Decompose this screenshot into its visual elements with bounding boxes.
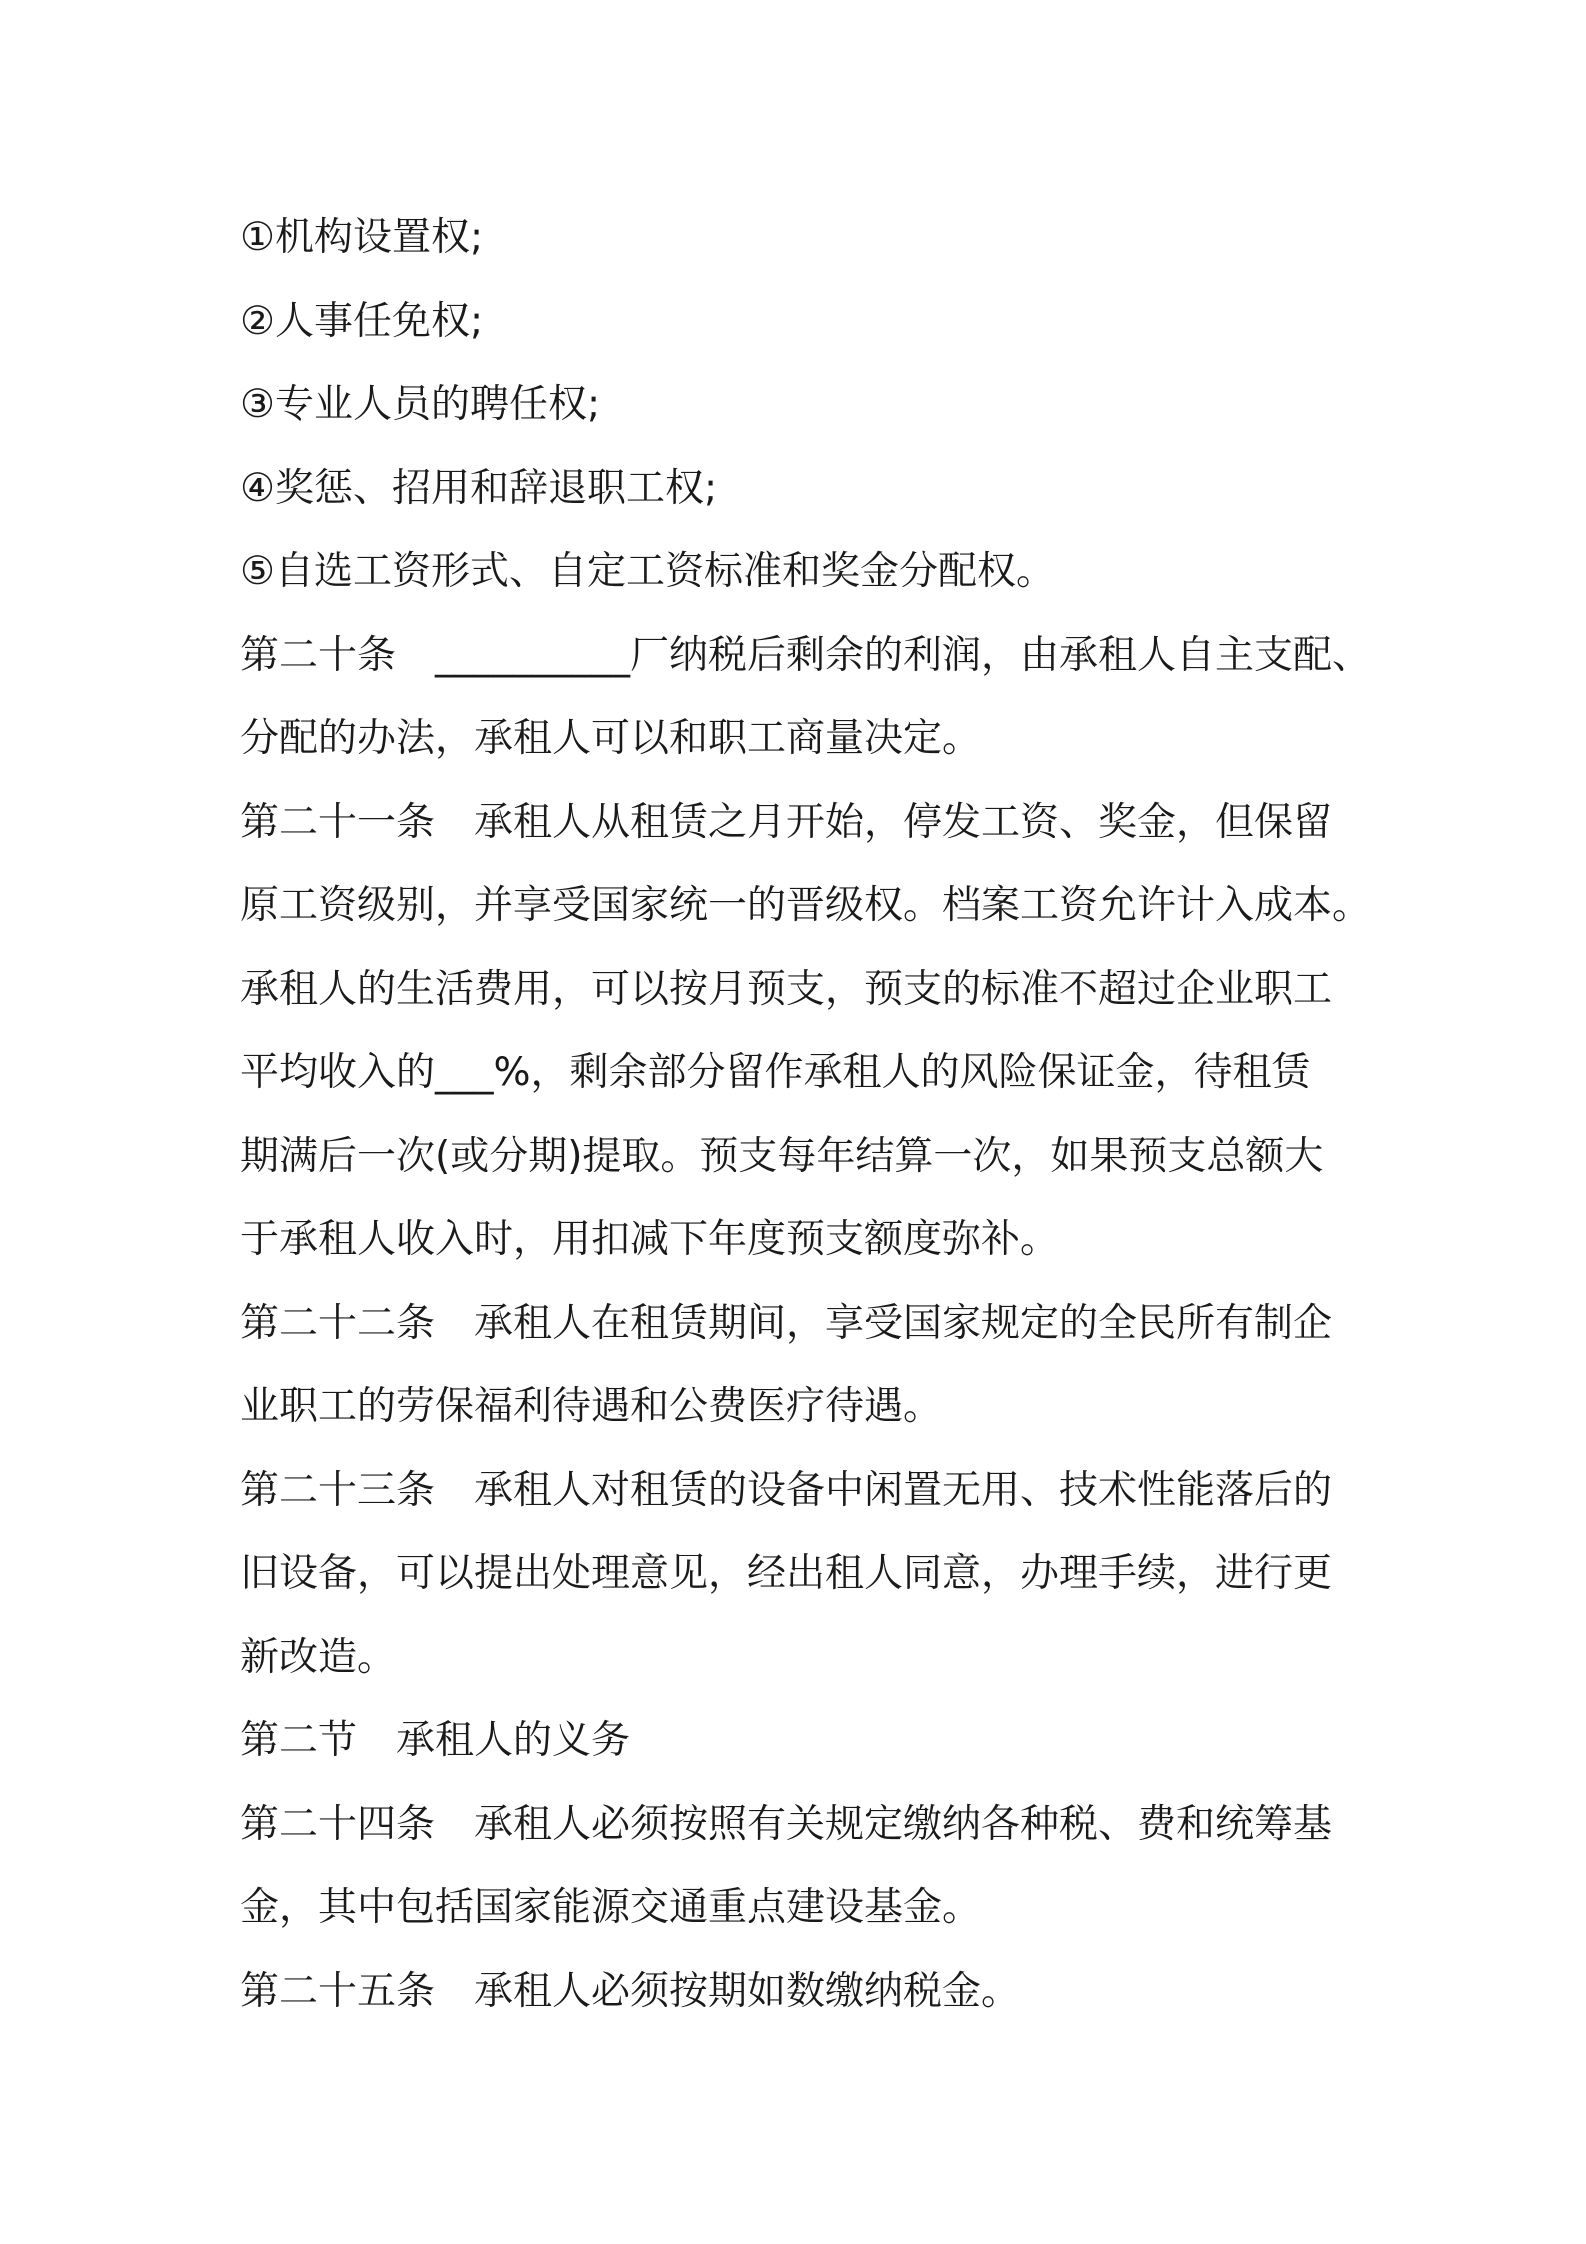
article-21-line-2: 原工资级别，并享受国家统一的晋级权。档案工资允许计入成本。 bbox=[240, 883, 1372, 928]
list-item-wage-form: ⑤自选工资形式、自定工资标准和奖金分配权。 bbox=[240, 549, 1055, 594]
list-item-org-setup: ①机构设置权; bbox=[240, 215, 484, 260]
article-25-line-1: 第二十五条 承租人必须按期如数缴纳税金。 bbox=[240, 1968, 1021, 2014]
article-21-line-5: 期满后一次(或分期)提取。预支每年结算一次，如果预支总额大 bbox=[240, 1133, 1324, 1179]
article-23-line-1: 第二十三条 承租人对租赁的设备中闲置无用、技术性能落后的 bbox=[240, 1467, 1333, 1513]
article-24-line-1: 第二十四条 承租人必须按照有关规定缴纳各种税、费和统筹基 bbox=[240, 1801, 1333, 1847]
article-23-line-2: 旧设备，可以提出处理意见，经出租人同意，办理手续，进行更 bbox=[240, 1551, 1333, 1596]
article-20-line-2: 分配的办法，承租人可以和职工商量决定。 bbox=[240, 716, 982, 761]
article-22-line-2: 业职工的劳保福利待遇和公费医疗待遇。 bbox=[240, 1384, 943, 1429]
list-item-personnel: ②人事任免权; bbox=[240, 298, 484, 344]
document-body bbox=[240, 196, 1370, 2033]
article-20-line-1: 第二十条 __________厂纳税后剩余的利润，由承租人自主支配、 bbox=[240, 632, 1372, 678]
article-21-line-1: 第二十一条 承租人从租赁之月开始，停发工资、奖金，但保留 bbox=[240, 799, 1333, 845]
list-item-reward-punish: ④奖惩、招用和辞退职工权; bbox=[240, 465, 718, 511]
article-23-line-3: 新改造。 bbox=[240, 1634, 397, 1680]
article-24-line-2: 金，其中包括国家能源交通重点建设基金。 bbox=[240, 1885, 982, 1930]
list-item-hiring-staff: ③专业人员的聘任权; bbox=[240, 382, 601, 427]
article-21-line-4: 平均收入的___%，剩余部分留作承租人的风险保证金，待租赁 bbox=[240, 1050, 1311, 1095]
article-21-line-3: 承租人的生活费用，可以按月预支，预支的标准不超过企业职工 bbox=[240, 966, 1333, 1012]
section-heading: 第二节 承租人的义务 bbox=[240, 1718, 631, 1763]
article-21-line-6: 于承租人收入时，用扣减下年度预支额度弥补。 bbox=[240, 1217, 1060, 1262]
article-22-line-1: 第二十二条 承租人在租赁期间，享受国家规定的全民所有制企 bbox=[240, 1300, 1333, 1346]
